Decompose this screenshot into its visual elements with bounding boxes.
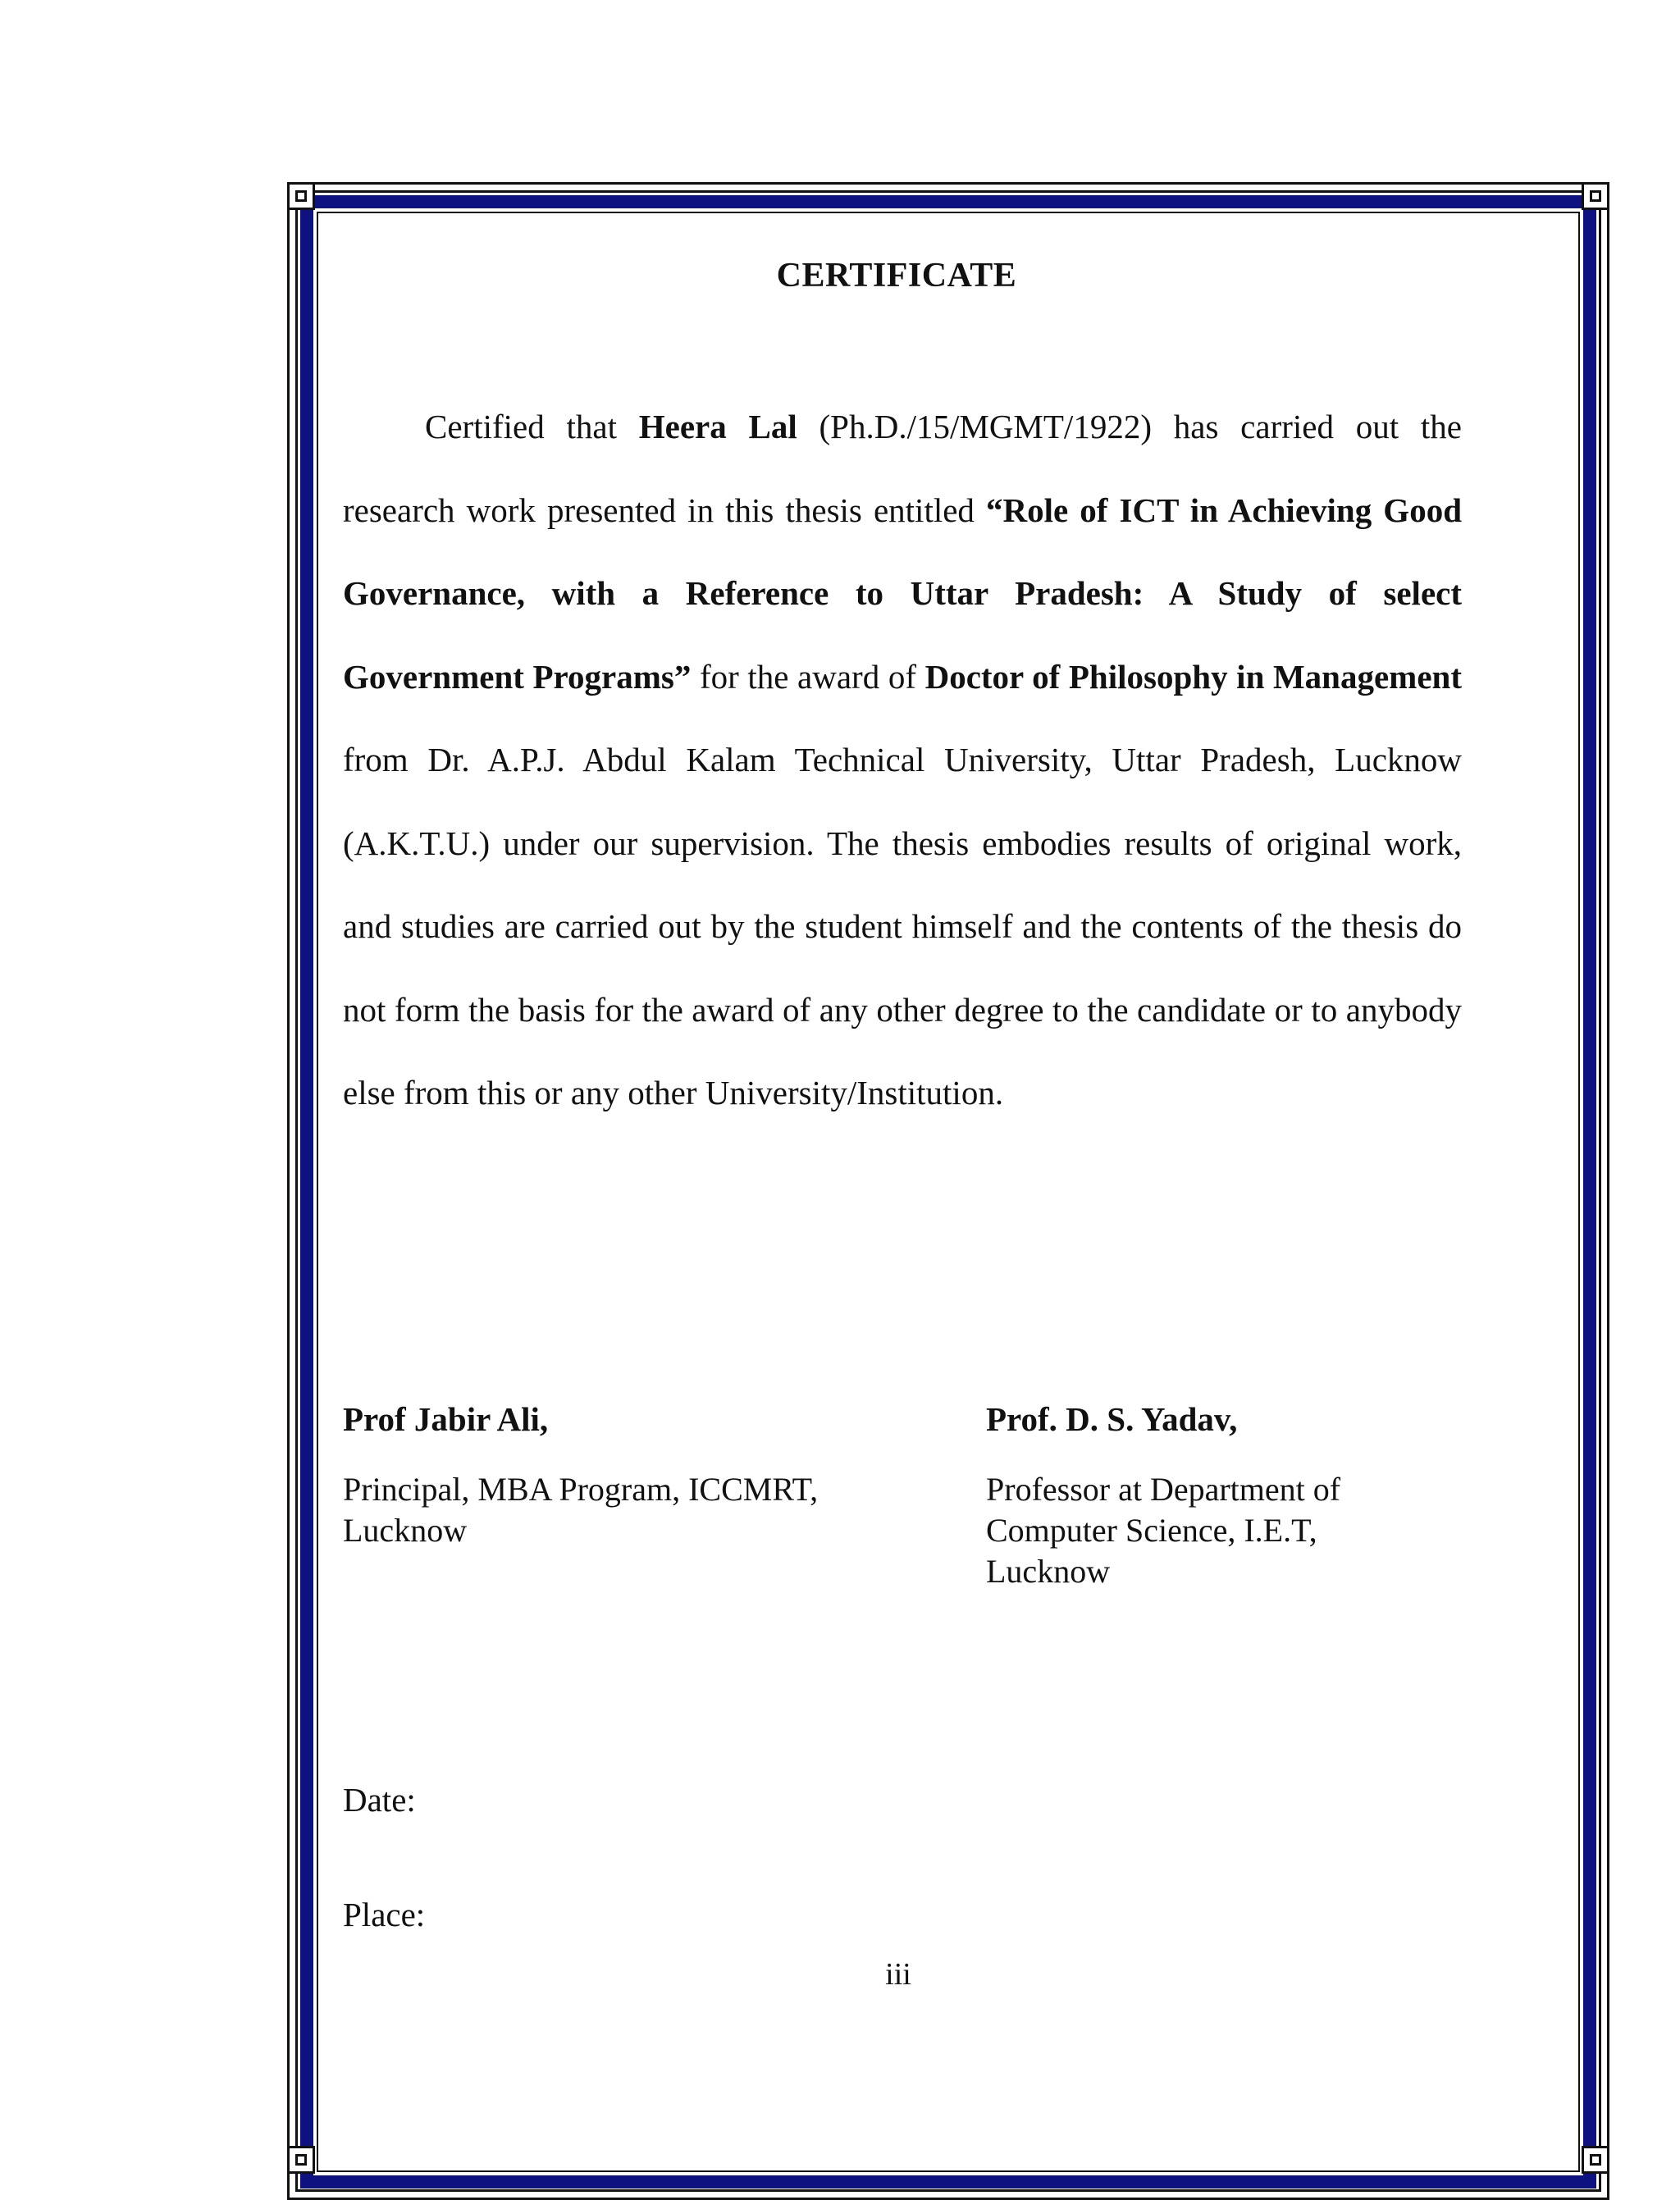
- date-label: Date:: [343, 1781, 416, 1819]
- certificate-body: [343, 386, 1462, 1135]
- border-corner-ornament: [287, 182, 315, 210]
- border-corner-ornament: [287, 2146, 315, 2174]
- thesis-title: “Role of ICT in Achieving Good Governance, with a Reference to Uttar Pradesh: A Study of select Government Programs”: [343, 491, 1462, 696]
- place-label: Place:: [343, 1896, 426, 1933]
- supervisor-name: Prof. D. S. Yadav,: [986, 1400, 1238, 1438]
- border-corner-ornament: [1582, 2146, 1609, 2174]
- certificate-title: CERTIFICATE: [776, 257, 1017, 294]
- supervisor-block: [986, 1399, 1478, 1592]
- page-number: iii: [885, 1957, 911, 1992]
- supervisor-name: Prof Jabir Ali,: [343, 1400, 549, 1438]
- supervisor-designation: [343, 1469, 934, 1551]
- body-text-part: (Ph.D./15/MGMT/1922) has carried out the research work presented in this thesis entitled: [343, 408, 1462, 529]
- border-corner-ornament: [1582, 182, 1609, 210]
- designation-line: Lucknow: [986, 1553, 1111, 1590]
- body-text-part: from Dr. A.P.J. Abdul Kalam Technical University, Uttar Pradesh, Lucknow (A.K.T.U.) under our supervision. The thesis embodies results of original work, and studies are carried out by the student himself and the contents of the thesis do not form the basis for the award of any other degree to the candidate or to anybody else from this or any other University/Institution.: [343, 741, 1462, 1111]
- supervisor-block: [343, 1399, 934, 1551]
- degree-name: Doctor of Philosophy in Management: [924, 657, 1462, 696]
- body-text-part: for the award of: [691, 657, 925, 696]
- designation-line: Professor at Department of: [986, 1471, 1341, 1508]
- designation-line: Computer Science, I.E.T,: [986, 1512, 1317, 1549]
- designation-line: Lucknow: [343, 1512, 468, 1549]
- candidate-name: Heera Lal: [638, 408, 797, 445]
- supervisor-designation: [986, 1469, 1478, 1592]
- body-text-part: Certified that: [425, 408, 639, 445]
- designation-line: Principal, MBA Program, ICCMRT,: [343, 1471, 819, 1508]
